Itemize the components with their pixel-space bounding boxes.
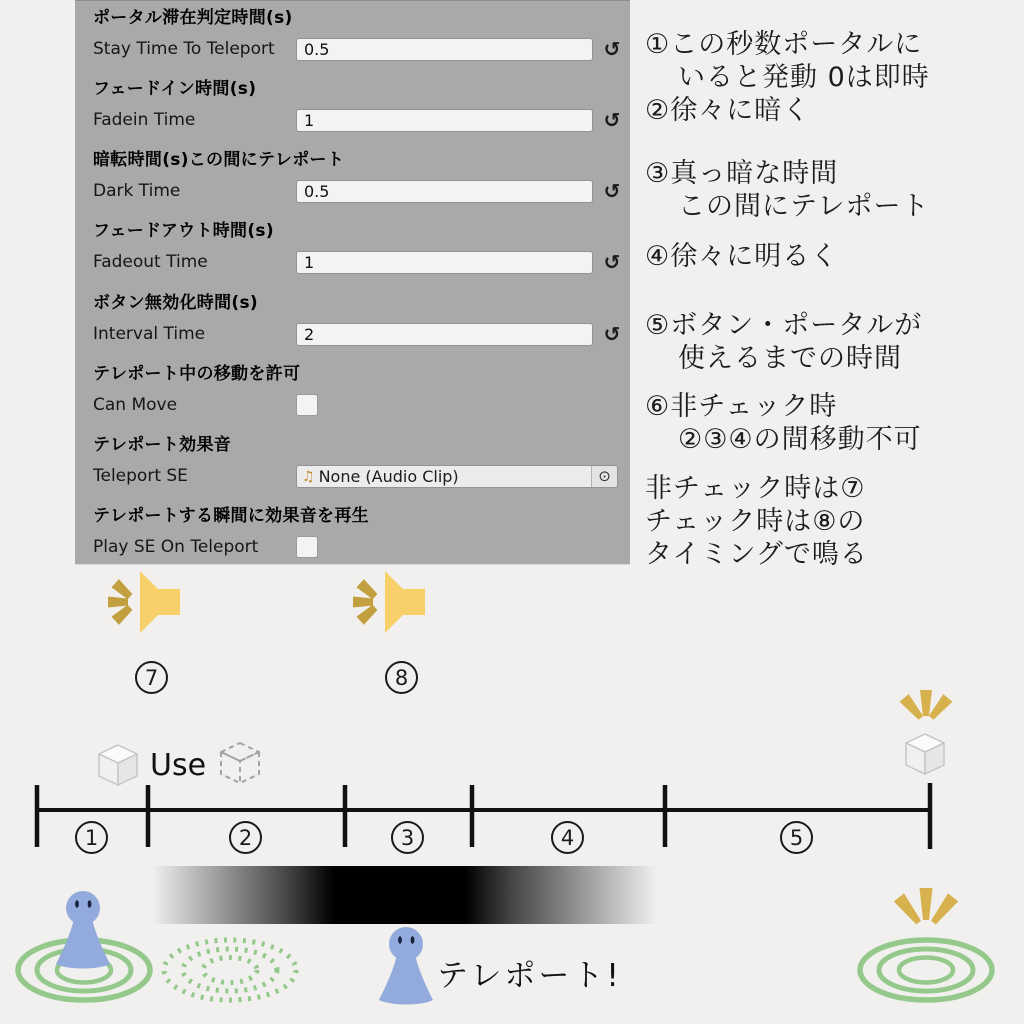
note-line: 使えるまでの時間 <box>678 343 902 374</box>
field-header: フェードアウト時間(s) <box>93 221 274 241</box>
can-move-checkbox[interactable] <box>296 394 318 416</box>
portal-rings-dashed <box>158 928 308 1012</box>
sound-marker-7: 7 <box>135 661 168 694</box>
field-header: テレポート中の移動を許可 <box>93 364 301 384</box>
note-line: ②徐々に暗く <box>645 95 811 126</box>
note-line: いると発動 0は即時 <box>678 62 930 93</box>
undo-icon[interactable]: ↺ <box>603 179 621 203</box>
undo-icon[interactable]: ↺ <box>603 322 621 346</box>
note-line: チェック時は⑧の <box>645 506 866 537</box>
unity-inspector-panel <box>75 0 630 564</box>
dark-time-input[interactable]: 0.5 <box>296 180 593 203</box>
undo-icon[interactable]: ↺ <box>603 250 621 274</box>
note-line: ⑤ボタン・ポータルが <box>645 310 923 341</box>
field-label: Dark Time <box>93 181 181 201</box>
timeline-segment-5: 5 <box>780 821 813 854</box>
note-line: ②③④の間移動不可 <box>678 424 922 455</box>
teleport-label: テレポート! <box>437 958 622 994</box>
timeline-segment-2: 2 <box>229 821 262 854</box>
field-group-fadein-time <box>93 78 622 132</box>
fadeout-time-input[interactable]: 1 <box>296 251 593 274</box>
destination-portal <box>850 876 1010 1024</box>
interval-time-input[interactable]: 2 <box>296 323 593 346</box>
field-header: 暗転時間(s)この間にテレポート <box>93 150 345 170</box>
field-label: Fadeout Time <box>93 252 208 272</box>
speaker-icon <box>104 568 188 648</box>
field-group-interval-time <box>93 292 622 346</box>
timeline-segment-4: 4 <box>551 821 584 854</box>
play-se-checkbox[interactable] <box>296 536 318 558</box>
sparkle-icon <box>894 888 958 927</box>
cube-icon <box>906 734 944 774</box>
field-group-play-se <box>93 505 622 559</box>
field-header: フェードイン時間(s) <box>93 79 257 99</box>
field-group-can-move <box>93 363 622 417</box>
teleport-se-object-field[interactable] <box>296 465 618 488</box>
stay-time-input[interactable]: 0.5 <box>296 38 593 61</box>
object-picker-icon[interactable]: ⊙ <box>591 466 617 487</box>
undo-icon[interactable]: ↺ <box>603 37 621 61</box>
field-header: ポータル滞在判定時間(s) <box>93 8 293 28</box>
note-line: ⑥非チェック時 <box>645 391 838 422</box>
field-group-stay-time <box>93 7 622 61</box>
note-line: 非チェック時は⑦ <box>645 473 866 504</box>
timeline-segment-3: 3 <box>391 821 424 854</box>
note-line: タイミングで鳴る <box>645 539 868 570</box>
speaker-icon <box>349 568 433 648</box>
use-label: Use <box>150 748 207 783</box>
field-group-fadeout-time <box>93 220 622 274</box>
destination-cube-sparkle <box>870 676 980 782</box>
note-line: ③真っ暗な時間 <box>645 158 839 189</box>
field-label: Teleport SE <box>93 466 188 486</box>
timeline-segment-1: 1 <box>75 821 108 854</box>
fadein-time-input[interactable]: 1 <box>296 109 593 132</box>
field-label: Interval Time <box>93 324 206 344</box>
sound-marker-8: 8 <box>385 661 418 694</box>
timeline <box>0 775 1024 855</box>
field-label: Stay Time To Teleport <box>93 39 275 59</box>
note-line: ④徐々に明るく <box>645 241 839 272</box>
note-line: ①この秒数ポータルに <box>645 29 923 60</box>
undo-icon[interactable]: ↺ <box>603 108 621 132</box>
field-group-teleport-se <box>93 434 622 488</box>
field-label: Fadein Time <box>93 110 196 130</box>
portal-rings-icon <box>860 940 992 1000</box>
music-note-icon: ♫ <box>302 468 315 485</box>
field-header: テレポートする瞬間に効果音を再生 <box>93 506 369 526</box>
ghost-character <box>56 891 110 969</box>
note-line: この間にテレポート <box>678 191 930 222</box>
field-label: Can Move <box>93 395 178 415</box>
field-label: Play SE On Teleport <box>93 537 259 557</box>
fade-gradient-bar <box>152 866 657 924</box>
field-header: テレポート効果音 <box>93 435 232 455</box>
field-header: ボタン無効化時間(s) <box>93 293 258 313</box>
sparkle-icon <box>900 690 953 722</box>
annotation-notes <box>645 28 1017 571</box>
field-group-dark-time <box>93 149 622 203</box>
object-field-value: None (Audio Clip) <box>318 467 459 486</box>
